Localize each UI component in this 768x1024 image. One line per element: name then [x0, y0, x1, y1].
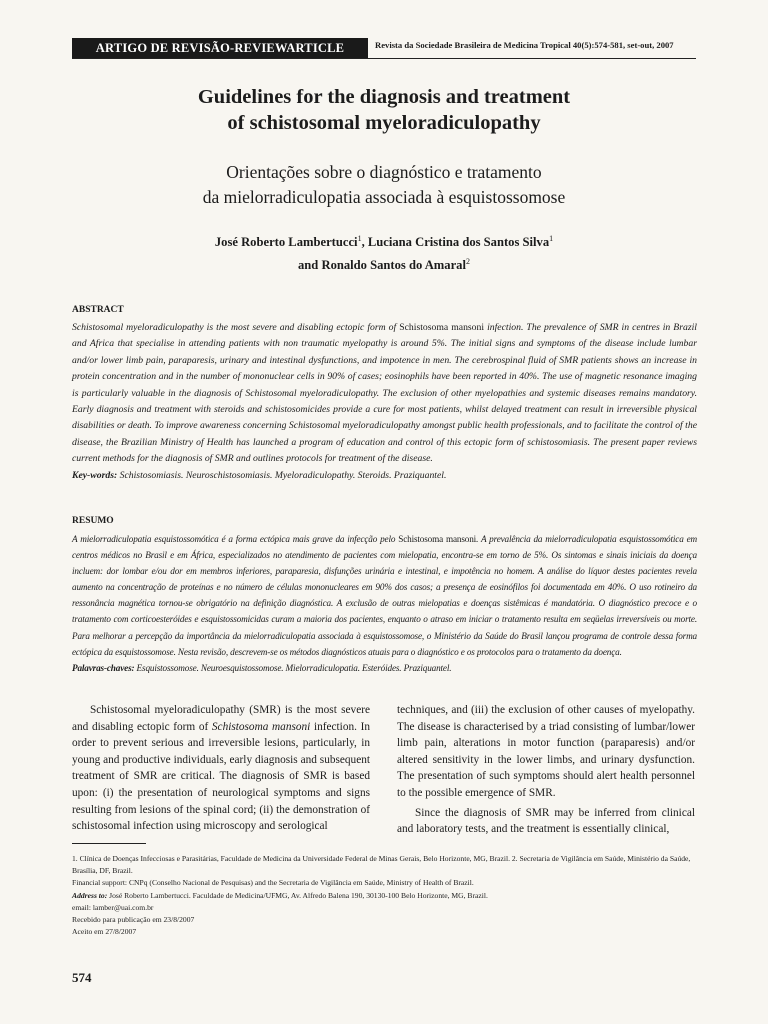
- palavras-chaves-text: Esquistossomose. Neuroesquistossomose. Mielorradiculopatia. Esteróides. Praziquantel.: [134, 662, 452, 673]
- footnote-support: Financial support: CNPq (Conselho Nacional de Pesquisas) and the Secretaria de Vigilância em Saúde, Ministry of Health of Brazil.: [72, 878, 474, 888]
- journal-reference: Revista da Sociedade Brasileira de Medicina Tropical 40(5):574-581, set-out, 2007: [375, 40, 674, 50]
- author-list: [72, 229, 696, 275]
- resumo-text-part: A mielorradiculopatia esquistossomótica é a forma ectópica mais grave da infecção pelo: [72, 534, 399, 544]
- subtitle-line-2: da mielorradiculopatia associada à esquistossomose: [202, 187, 566, 207]
- footnote-received: Recebido para publicação em 23/8/2007: [72, 915, 195, 925]
- author-name: Ronaldo Santos do Amaral: [321, 258, 466, 273]
- author-name: José Roberto Lambertucci: [214, 235, 358, 250]
- abstract-heading: ABSTRACT: [72, 305, 124, 315]
- resumo-text-part: . A prevalência da mielorradiculopatia esquistossomótica em centros médicos no Brasil e em África, especializados no atendimento de pacientes com mielopatia, encontra-se em torno de 5%. Os sintomas e sinais iniciais da doença incluem: dor lombar e/ou dor em membros inferiores, paraparesia, disfunções urinária e intestinal, e impotência no homem. A análise do líquor destes pacientes revela aumento na concentração de proteínas e no número de células mononucleares em 90% dos casos; a presença de eosinófilos foi documentada em 40%. O uso rotineiro da ressonância magnética tornou-se obrigatório na definição diagnóstica. A exclusão de outras mielopatias e doenças sistêmicas é mandatória. O diagnóstico precoce e o tratamento com corticoesteróides e esquistossomicidas curam a maioria dos pacientes, enquanto o atraso em iniciar o tratamento resulta em seqüelas irreversíveis ou morte. Para melhorar a percepção da importância da mielorradiculopatia associada à esquistossomose, o Ministério da Saúde do Brasil lançou programa de controle dessa forma ectópica da esquistossomose. Nesta revisão, descrevem-se os métodos diagnósticos atuais para o diagnóstico e os protocolos para o tratamento da doença.: [72, 534, 698, 657]
- abstract-text: [72, 320, 697, 484]
- address-label: Address to:: [72, 890, 108, 900]
- keywords-text: Schistosomiasis. Neuroschistosomiasis. Myeloradiculopathy. Steroids. Praziquantel.: [117, 469, 447, 481]
- palavras-chaves-label: Palavras-chaves:: [72, 662, 135, 673]
- author-separator: ,: [361, 235, 368, 250]
- author-line-2: [72, 252, 696, 275]
- body-paragraph: techniques, and (iii) the exclusion of other causes of myelopathy. The disease is characterised by a triad consisting of lumbar/lower limb pain, alterations in motor function (paraparesis) and/or altered sensitivity in the lower limbs, and urinary dysfunction. The presentation of such symptoms should alert health personnel to the possible emergence of SMR.: [397, 704, 695, 799]
- affiliation-marker: 1: [357, 234, 362, 243]
- abstract-text-part: infection. The prevalence of SMR in centres in Brazil and Africa that specialise in attending patients with non traumatic myelopathy is around 5%. The initial signs and symptoms of the disease include lumbar and/or lower limb pain, paraparesis, urinary and intestinal dysfunctions, and impotence in men. The cerebrospinal fluid of SMR patients shows an increase in protein concentration and in the number of mononuclear cells in 90% of cases; eosinophils have been reported in 40%. The use of magnetic resonance imaging is particularly valuable in the diagnosis of Schistosomal myeloradiculopathy. The exclusion of other myelopathies and systemic diseases remains mandatory. Early diagnosis and treatment with steroids and schistosomicides provide a cure for most patients, whilst delayed treatment can result in irreversible physical disabilities or death. To improve awareness concerning Schistosomal myeloradiculopathy amongst public health professionals, and to facilitate the control of the disease, the Brazilian Ministry of Health has launched a program of education and control of this ectopic form of schistosomiasis. The present paper reviews current methods for the diagnosis of SMR and outlines protocols for treatment of the disease.: [72, 322, 697, 465]
- footnote-address: [72, 890, 697, 902]
- subtitle-line-1: Orientações sobre o diagnóstico e tratamento: [226, 162, 542, 182]
- page-number: 574: [72, 970, 92, 985]
- species-name: Schistosoma mansoni: [398, 534, 477, 544]
- keywords: [72, 470, 446, 481]
- title-line-2: of schistosomal myeloradiculopathy: [227, 112, 541, 134]
- footnote-rule: [72, 843, 146, 844]
- footnote-email: email: lamber@uai.com.br: [72, 902, 154, 912]
- body-paragraph: Since the diagnosis of SMR may be inferred from clinical and laboratory tests, and the treatment is essentially clinical,: [397, 806, 695, 836]
- abstract-text-part: Schistosomal myeloradiculopathy is the most severe and disabling ectopic form of: [72, 322, 400, 333]
- body-paragraph: [72, 702, 370, 835]
- footnotes: [72, 853, 697, 938]
- resumo-heading: RESUMO: [72, 516, 114, 526]
- article-subtitle: [72, 160, 696, 210]
- header-rule: [72, 58, 696, 59]
- species-name: Schistosoma mansoni: [399, 322, 485, 333]
- species-name: Schistosoma mansoni: [211, 720, 311, 733]
- section-label: ARTIGO DE REVISÃO-REVIEWARTICLE: [72, 38, 368, 58]
- affiliation-marker: 1: [549, 234, 554, 243]
- body-column-right: [397, 702, 695, 838]
- author-name: Luciana Cristina dos Santos Silva: [367, 235, 550, 250]
- footnote-accepted: Aceito em 27/8/2007: [72, 927, 137, 937]
- palavras-chaves: [72, 663, 451, 673]
- resumo-text: [72, 531, 697, 676]
- body-text-part: infection. In order to prevent serious and irreversible lesions, particularly, in young and productive individuals, early diagnosis and subsequent treatment of SMR are critical. The diagnosis of SMR is based upon: (i) the presentation of neurological symptoms and signs resulting from lesions of the spinal cord; (ii) the demonstration of schistosomal infection using microscopy and serological: [72, 720, 370, 833]
- address-text: José Roberto Lambertucci. Faculdade de Medicina/UFMG, Av. Alfredo Balena 190, 30130-100 Belo Horizonte, MG, Brazil.: [107, 890, 488, 900]
- author-line-1: [72, 229, 696, 252]
- body-text-part: Schistosomal myeloradiculopathy (SMR) is the most severe and disabling ectopic form of: [72, 704, 370, 733]
- title-line-1: Guidelines for the diagnosis and treatment: [197, 86, 571, 108]
- footnote-affiliations: 1. Clínica de Doenças Infecciosas e Parasitárias, Faculdade de Medicina da Universidade Federal de Minas Gerais, Belo Horizonte, MG, Brazil. 2. Secretaria de Vigilância em Saúde, Ministério da Saúde, Brasília, DF, Brazil.: [72, 854, 691, 876]
- body-column-left: [72, 702, 370, 835]
- keywords-label: Key-words:: [72, 469, 118, 481]
- article-title: [72, 84, 696, 136]
- author-conjunction: and: [298, 258, 322, 273]
- affiliation-marker: 2: [465, 257, 470, 267]
